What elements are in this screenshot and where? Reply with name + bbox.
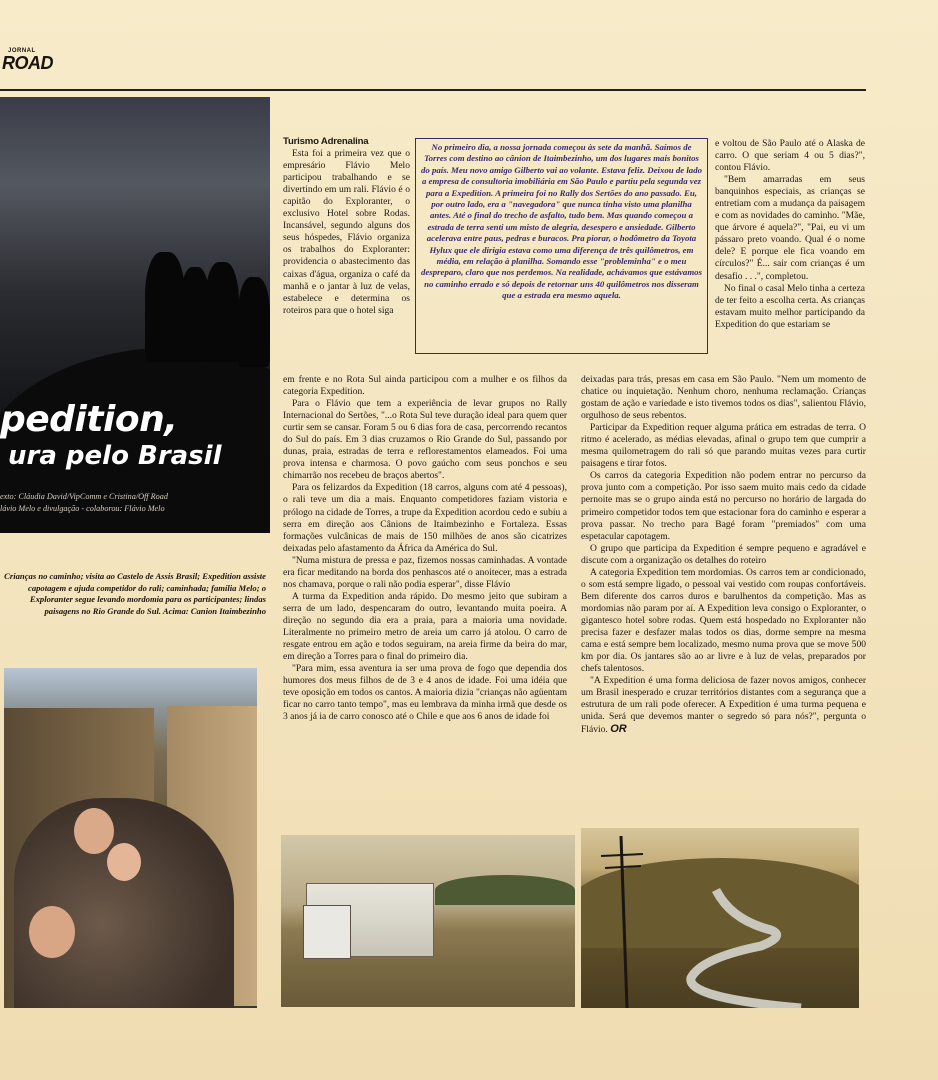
closing-paragraph: "A Expedition é uma forma deliciosa de fazer novos amigos, conhecer um Brasil inesperado e cruzar territórios distantes com a segurança que a estrutura de um rali pode oferecer. A Expedition é uma turma pequena e unida. Será que devemos manter o segredo só para nós?", pergunta o Flávio. <box>581 675 866 736</box>
hero-title-line2: ura pelo Brasil <box>8 441 222 471</box>
face <box>29 906 75 958</box>
treeline <box>435 875 575 905</box>
photo-winding-road <box>581 828 859 1008</box>
hero-credits <box>0 491 262 515</box>
paragraph: "Para mim, essa aventura ia ser uma prova de fogo que dependia dos humores dos meus filhos de de 3 e 4 anos de idade. Foi uma idéia que teve oposição em todos os cantos. A maioria dizia "crianças não agüentam ficar no carro tanto tempo", mas eu lembrava da minha irmã que desde os 3 anos já ia de carro conosco até o Chile e que aos 6 anos de idade foi <box>283 663 567 723</box>
article-column-1-bottom <box>283 374 567 723</box>
silhouette-person <box>238 277 270 367</box>
silhouette-person <box>205 262 239 362</box>
paragraph: Participar da Expedition requer alguma prática em estradas de terra. O ritmo é acelerado, as médias elevadas, afinal o grupo tem que cumprir a mesma quilometragem do rali só que parando muitas vezes para curtir paisagens e tirar fotos. <box>581 422 866 470</box>
paragraph: deixadas para trás, presas em casa em São Paulo. "Nem um momento de chatice ou inquietação. Nenhum choro, nenhuma reclamação. Crianças gostam de ação e variedade e isto tivemos todos os dias", salientou Flávio, orgulhoso de seus rebentos. <box>581 374 866 422</box>
family-group <box>14 798 234 1008</box>
hero-title-line1: pedition, <box>0 399 178 440</box>
truck-cab <box>303 905 351 959</box>
face <box>107 843 141 881</box>
photo-caption: Crianças no caminho; visita ao Castelo de Assis Brasil; Expedition assiste capotagem e ajuda competidor do rali; caminhada; família Melo; o Exploranter segue levando mordomia para os participantes; lindas paisagens no Rio Grande do Sul. Acima: Canion Itaimbezinho <box>4 571 266 616</box>
masthead-rule <box>0 89 866 91</box>
hero-title <box>0 400 270 472</box>
silhouette-person <box>145 252 185 362</box>
paragraph: Os carros da categoria Expedition não podem entrar no percurso da prova junto com a competição. Por isso saem muito mais cedo da cidade pernoite mas se o grupo ainda está no percurso no horário de largada do primeiro competidor todos tem que estacionar fora do caminho e esperar a prova passar. No trecho para Bagé foram "premiados" com uma espetacular capotagem. <box>581 470 866 542</box>
paragraph <box>581 675 866 736</box>
paragraph: e voltou de São Paulo até o Alaska de carro. O que seriam 4 ou 5 dias?", contou Flávio. <box>715 138 865 174</box>
face <box>74 808 114 854</box>
paragraph: No final o casal Melo tinha a certeza de ter feito a escolha certa. As crianças estavam muito melhor participando da Expedition do que estariam se <box>715 282 865 330</box>
paragraph: O grupo que participa da Expedition é sempre pequeno e agradável e discute com a organização os detalhes do roteiro <box>581 542 866 566</box>
logo-small-label: JORNAL <box>8 48 36 54</box>
sidebar-quote-text: No primeiro dia, a nossa jornada começou às sete da manhã. Saímos de Torres com destino ao cânion de Itaimbezinho, um dos lugares mais bonitos do país. Meu novo amigo Gilberto vai ao volante. Estava feliz. Deixou de lado a empresa de consultoria imobiliária em São Paulo e partiu pela segunda vez para a Expedition. A primeira foi no Rally dos Sertões do ano passado. Eu, por outro lado, era a "navegadora" que nunca tinha visto uma planilha antes. Até o final do trecho de asfalto, tudo bem. Mas quando começou a estrada de terra senti um misto de alegria, desespero e ansiedade. Gilberto acelerava entre paus, pedras e buracos. Pra piorar, o hodômetro da Toyota Hylux que ele dirigia estava como uma diferença de três quilômetros, em média, em relação à planilha. Somando esse "probleminha" e o meu despreparo, claro que nos perdemos. Na realidade, achávamos que estávamos no caminho errado e só depois de retornar uns 40 quilômetros nos disseram que a estrada era mesmo aquela. <box>421 142 702 301</box>
article-column-2 <box>581 374 866 736</box>
article-column-3-top <box>715 138 865 331</box>
photo-exploranter-truck <box>281 835 575 1007</box>
road-drawing <box>581 828 859 1008</box>
paragraph: em frente e no Rota Sul ainda participou com a mulher e os filhos da categoria Expedition. <box>283 374 567 398</box>
paragraph: "Numa mistura de pressa e paz, fizemos nossas caminhadas. A vontade era ficar meditando na borda dos penhascos até o anoitecer, mas a estrada nos chamava, porque o rali não podia esperar", disse Flávio <box>283 554 567 590</box>
credit-line: lávio Melo e divulgação - colaborou: Flávio Melo <box>0 504 165 513</box>
paragraph: Para o Flávio que tem a experiência de levar grupos no Rally Internacional do Sertões, "...o Rota Sul teve duração ideal para quem quer curtir sem se cansar. Foram 5 ou 6 dias fora de casa, percorrendo recantos do Sul do país. Em 3 dias cruzamos o Rio Grande do Sul, passando por dunas, praia, estradas de terra e reflorestamentos elameados. Foi uma prova intensa e charmosa. O povo gaúcho com seus ponchos e seu chimarrão nos recebeu de braços abertos". <box>283 398 567 482</box>
paragraph: A categoria Expedition tem mordomias. Os carros tem ar condicionado, o som está sempre ligado, o pessoal vai vestido com roupas confortáveis. Bem diferente dos carros duros e barulhentos da competição. Mas as mordomias não param por aí. A Expedition leva consigo o Exploranter, o gigantesco hotel sobre rodas. Quem está hospedado no Exploranter não precisa fazer e desfazer malas todos os dias, dorme sempre na mesma cama e está sempre bem localizado, mesmo numa prova que se move 500 km por dia. Os jantares são ao ar livre e à luz de velas, preparados por chefs talentosos. <box>581 566 866 675</box>
sidebar-quote-box <box>415 138 708 354</box>
photo-family-canyon <box>4 668 257 1008</box>
signature-mark: OR <box>610 723 627 736</box>
article-column-1-top <box>283 136 410 317</box>
paragraph: "Bem amarradas em seus banquinhos especiais, as crianças se entretiam com a mudança da paisagem e com as novidades do caminho. "Mãe, que árvore é aquela?", "Pai, eu vi um pássaro preto voando. Qual é o nome dele? E porque ele fica voando em círculos?" É... sair com crianças é um desafio . . .", completou. <box>715 174 865 282</box>
masthead-logo <box>2 48 53 80</box>
paragraph: Esta foi a primeira vez que o empresário Flávio Melo participou trabalhando e se divertindo em um rali. Flávio é o capitão do Exploranter, o exclusivo Hotel sobre Rodas. Incansável, segundo alguns dos seus hóspedes, Flávio organiza os trabalhos do Exploranter: providencia o abastecimento das caixas d'água, organiza o café da manhã e o jantar à luz de velas, estabelece e determina os roteiros para que o hotel siga <box>283 148 410 316</box>
logo-text: ROAD <box>2 53 53 73</box>
credit-line: exto: Cláudia David/VipComm e Cristina/Off Road <box>0 492 168 501</box>
section-title: Turismo Adrenalina <box>283 136 369 147</box>
paragraph: A turma da Expedition anda rápido. Do mesmo jeito que subiram a serra de um lado, despencaram do outro, levantando muita poeira. A direção no segundo dia era a praia, para a maioria uma novidade. Literalmente no primeiro metro de areia um carro já atolou. O carro de resgate entrou em ação e todos seguiram, na areia firme da beira do mar, em direção a Torres para o final do primeiro dia. <box>283 590 567 663</box>
paragraph: Para os felizardos da Expedition (18 carros, alguns com até 4 pessoas), o rali teve um dia a mais. Enquanto competidores faziam vistoria e prólogo na cidade de Torres, a trupe da Expedition acordou cedo e subiu a serra em direção aos Cânions de Itaimbezinho e Fortaleza. Essas formações vulcânicas de mais de 150 milhões de anos são cicatrizes deixadas pelo afastamento da África da América do Sul. <box>283 482 567 554</box>
